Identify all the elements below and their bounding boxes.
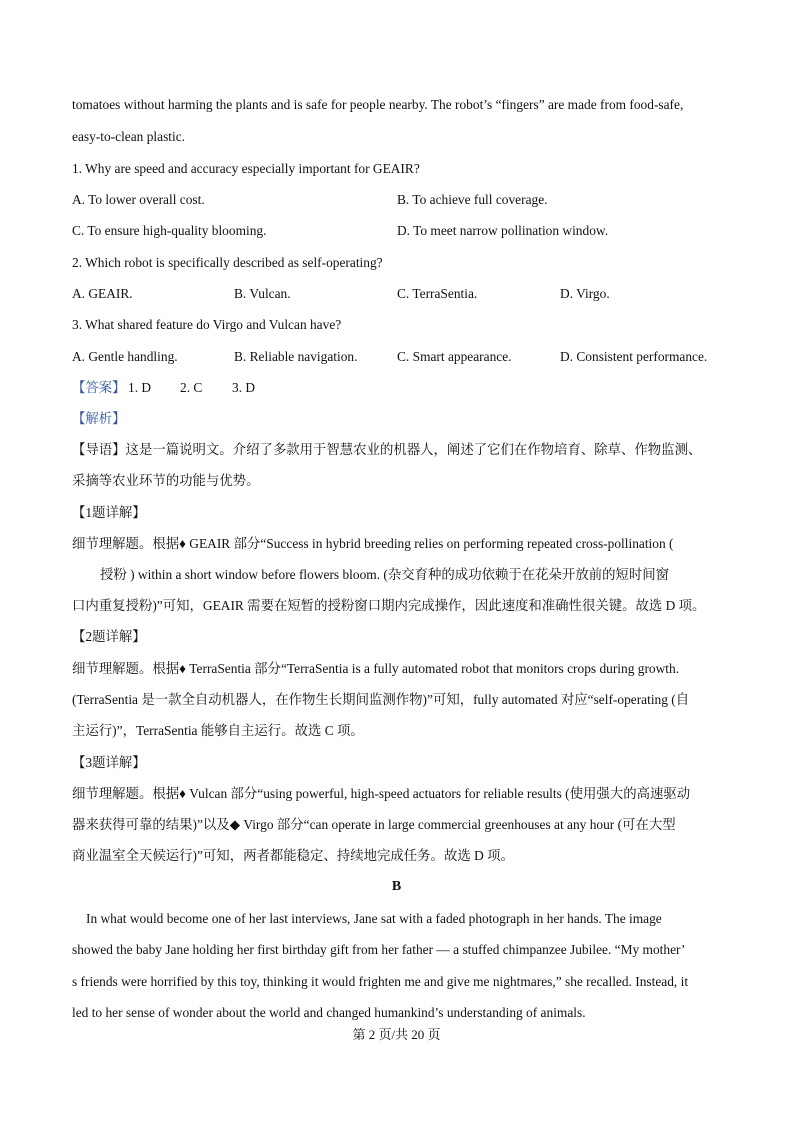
detail-text-line: 细节理解题。根据♦ Vulcan 部分“using powerful, high-speed actuators for reliable results (使用强大的高速驱动 <box>72 786 691 801</box>
section-title: B <box>391 879 402 894</box>
option-a: A. Gentle handling. <box>72 349 178 364</box>
answer-item: 3. D <box>232 380 256 395</box>
passage-text-line: In what would become one of her last interviews, Jane sat with a faded photograph in her hands. The image <box>86 911 662 926</box>
detail-text-line: 授粉 ) within a short window before flowers bloom. (杂交育种的成功依赖于在花朵开放前的短时间窗 <box>100 567 670 582</box>
question-stem: 1. Why are speed and accuracy especially important for GEAIR? <box>72 161 420 176</box>
detail-text-line: 商业温室全天候运行)”可知，两者都能稳定、持续地完成任务。故选 D 项。 <box>72 848 514 863</box>
question-stem: 2. Which robot is specifically described as self-operating? <box>72 255 383 270</box>
option-d: D. Consistent performance. <box>560 349 708 364</box>
detail-text-line: 细节理解题。根据♦ TerraSentia 部分“TerraSentia is a fully automated robot that monitors crops during growth. <box>72 661 680 676</box>
detail-text-line: 细节理解题。根据♦ GEAIR 部分“Success in hybrid breeding relies on performing repeated cross-pollination ( <box>72 536 674 551</box>
analysis-label: 【解析】 <box>72 411 126 426</box>
passage-text-line: showed the baby Jane holding her first birthday gift from her father — a stuffed chimpanzee Jubilee. “My mother’ <box>72 942 686 957</box>
detail-text-line: 口内重复授粉)”可知，GEAIR 需要在短暂的授粉窗口期内完成操作，因此速度和准确性很关键。故选 D 项。 <box>72 598 706 613</box>
detail-heading: 【2题详解】 <box>72 629 146 644</box>
detail-heading: 【3题详解】 <box>72 755 146 770</box>
answer-item: 2. C <box>180 380 203 395</box>
detail-text-line: (TerraSentia 是一款全自动机器人，在作物生长期间监测作物)”可知，fully automated 对应“self-operating (自 <box>72 692 690 707</box>
passage-text-line: s friends were horrified by this toy, thinking it would frighten me and give me nightmares,” she recalled. Instead, it <box>72 974 689 989</box>
page-number: 第 2 页/共 20 页 <box>352 1027 441 1042</box>
option-a: A. To lower overall cost. <box>72 192 205 207</box>
detail-text-line: 器来获得可靠的结果)”以及◆ Virgo 部分“can operate in large commercial greenhouses at any hour (可在大型 <box>72 817 676 832</box>
answer-label: 【答案】 <box>72 380 126 395</box>
option-b: B. Vulcan. <box>234 286 291 301</box>
option-c: C. TerraSentia. <box>397 286 478 301</box>
option-b: B. Reliable navigation. <box>234 349 358 364</box>
detail-text-line: 主运行)”，TerraSentia 能够自主运行。故选 C 项。 <box>72 723 364 738</box>
guide-text-line: 采摘等农业环节的功能与优势。 <box>72 473 260 488</box>
answer-item: 1. D <box>128 380 152 395</box>
option-b: B. To achieve full coverage. <box>397 192 548 207</box>
passage-text-line: easy-to-clean plastic. <box>72 129 186 144</box>
passage-text-line: led to her sense of wonder about the world and changed humankind’s understanding of animals. <box>72 1005 586 1020</box>
detail-heading: 【1题详解】 <box>72 505 146 520</box>
question-stem: 3. What shared feature do Virgo and Vulcan have? <box>72 317 342 332</box>
option-d: D. Virgo. <box>560 286 610 301</box>
guide-text-line: 【导语】这是一篇说明文。介绍了多款用于智慧农业的机器人，阐述了它们在作物培育、除草、作物监测、 <box>72 442 702 457</box>
option-d: D. To meet narrow pollination window. <box>397 223 609 238</box>
option-a: A. GEAIR. <box>72 286 133 301</box>
option-c: C. Smart appearance. <box>397 349 512 364</box>
passage-text-line: tomatoes without harming the plants and is safe for people nearby. The robot’s “fingers” are made from food-safe, <box>72 97 684 112</box>
option-c: C. To ensure high-quality blooming. <box>72 223 267 238</box>
